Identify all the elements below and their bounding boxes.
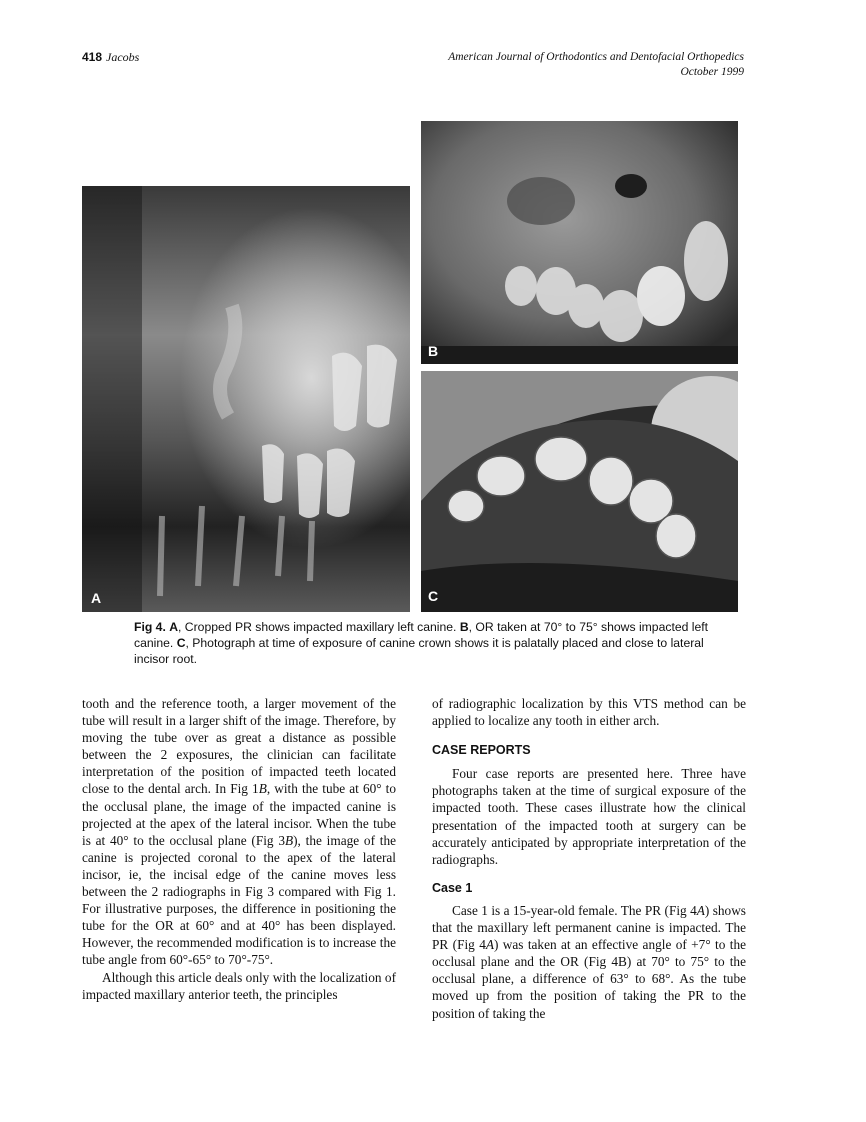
page-number: 418 [82, 50, 103, 64]
running-author: Jacobs [106, 50, 140, 64]
text-run: , with the tube at 60° to the occlusal plane, the image of the impacted canine is projected at the apex of the lateral incisor. When the tube is at 40° to the occlusal plane (Fig 3 [82, 781, 396, 848]
figure-ref: A [485, 937, 494, 953]
paragraph [432, 902, 746, 1022]
figure-panel-a-radiograph [82, 186, 410, 612]
caption-letter-c: C [176, 636, 186, 650]
journal-title: American Journal of Orthodontics and Dentofacial Orthopedics [448, 51, 744, 63]
panel-label-a: A [91, 590, 102, 606]
caption-text-a: , Cropped PR shows impacted maxillary left canine. [178, 620, 460, 634]
caption-text-c: , Photograph at time of exposure of canine crown shows it is palatally placed and close to lateral incisor root. [134, 636, 704, 666]
figure-panel-c-photograph [421, 371, 738, 612]
text-run: ) was taken at an effective angle of +7° to the occlusal plane and the OR (Fig 4B) at 70° to 75° to the occlusal plane, a difference of 63° to 68°. As the tube moved up from the position of taking the PR to the position of taking the [432, 937, 746, 1021]
radiograph-image-b [421, 121, 738, 364]
figure-panel-b-radiograph [421, 121, 738, 364]
paragraph: Four case reports are presented here. Three have photographs taken at the time of surgical exposure of the impacted tooth. These cases illustrate how the clinical presentation of the impacted tooth at surgery can be accurately anticipated by appropriate interpretation of the radiographs. [432, 766, 746, 867]
text-run: ), the image of the canine is projected coronal to the apex of the lateral incisor, ie, the incisal edge of the canine moves less between the 2 radiographs in Fig 3 compared with Fig 1. For illustrative purposes, the difference in positioning the tube for the OR at 60° and at 40° has been displayed. However, the recommended modification is to increase the tube angle from 60°-65° to 70°-75°. [82, 832, 397, 968]
body-column-left [82, 695, 396, 1003]
panel-label-c: C [428, 588, 439, 604]
figure-ref: A [696, 902, 705, 918]
text-run: ) shows that the maxillary left permanent canine is impacted. The PR (Fig 4 [432, 902, 746, 953]
running-header-left [82, 50, 139, 65]
section-heading-case-reports: CASE REPORTS [432, 743, 531, 758]
figure-caption [134, 619, 714, 667]
panel-label-b: B [428, 343, 439, 359]
issue-date: October 1999 [680, 66, 744, 78]
caption-text-b: , OR taken at 70° to 75° shows impacted left canine. [134, 620, 709, 650]
caption-letter-a: A [169, 620, 179, 634]
radiograph-image-a [82, 186, 410, 612]
caption-label: Fig 4. [134, 620, 166, 634]
text-run: Case 1 is a 15-year-old female. The PR (Fig 4 [452, 902, 697, 918]
paragraph: Although this article deals only with the localization of impacted maxillary anterior teeth, the principles [82, 969, 396, 1002]
subsection-heading-case-1: Case 1 [432, 880, 473, 895]
clinical-photo-c [421, 371, 738, 612]
text-run: tooth and the reference tooth, a larger movement of the tube will result in a larger shift of the image. Therefore, by moving the tube over as great a distance as possible between the 2 exposures, the clinician can facilitate interpretation of the position of impacted teeth located close to the dental arch. In Fig 1 [82, 696, 396, 797]
caption-letter-b: B [459, 620, 469, 634]
figure-ref: B [258, 781, 267, 797]
running-header-right [448, 50, 744, 80]
paragraph [82, 695, 396, 969]
figure-ref: B [285, 832, 294, 848]
body-column-right [432, 695, 746, 1022]
paragraph: of radiographic localization by this VTS method can be applied to localize any tooth in either arch. [432, 696, 746, 729]
